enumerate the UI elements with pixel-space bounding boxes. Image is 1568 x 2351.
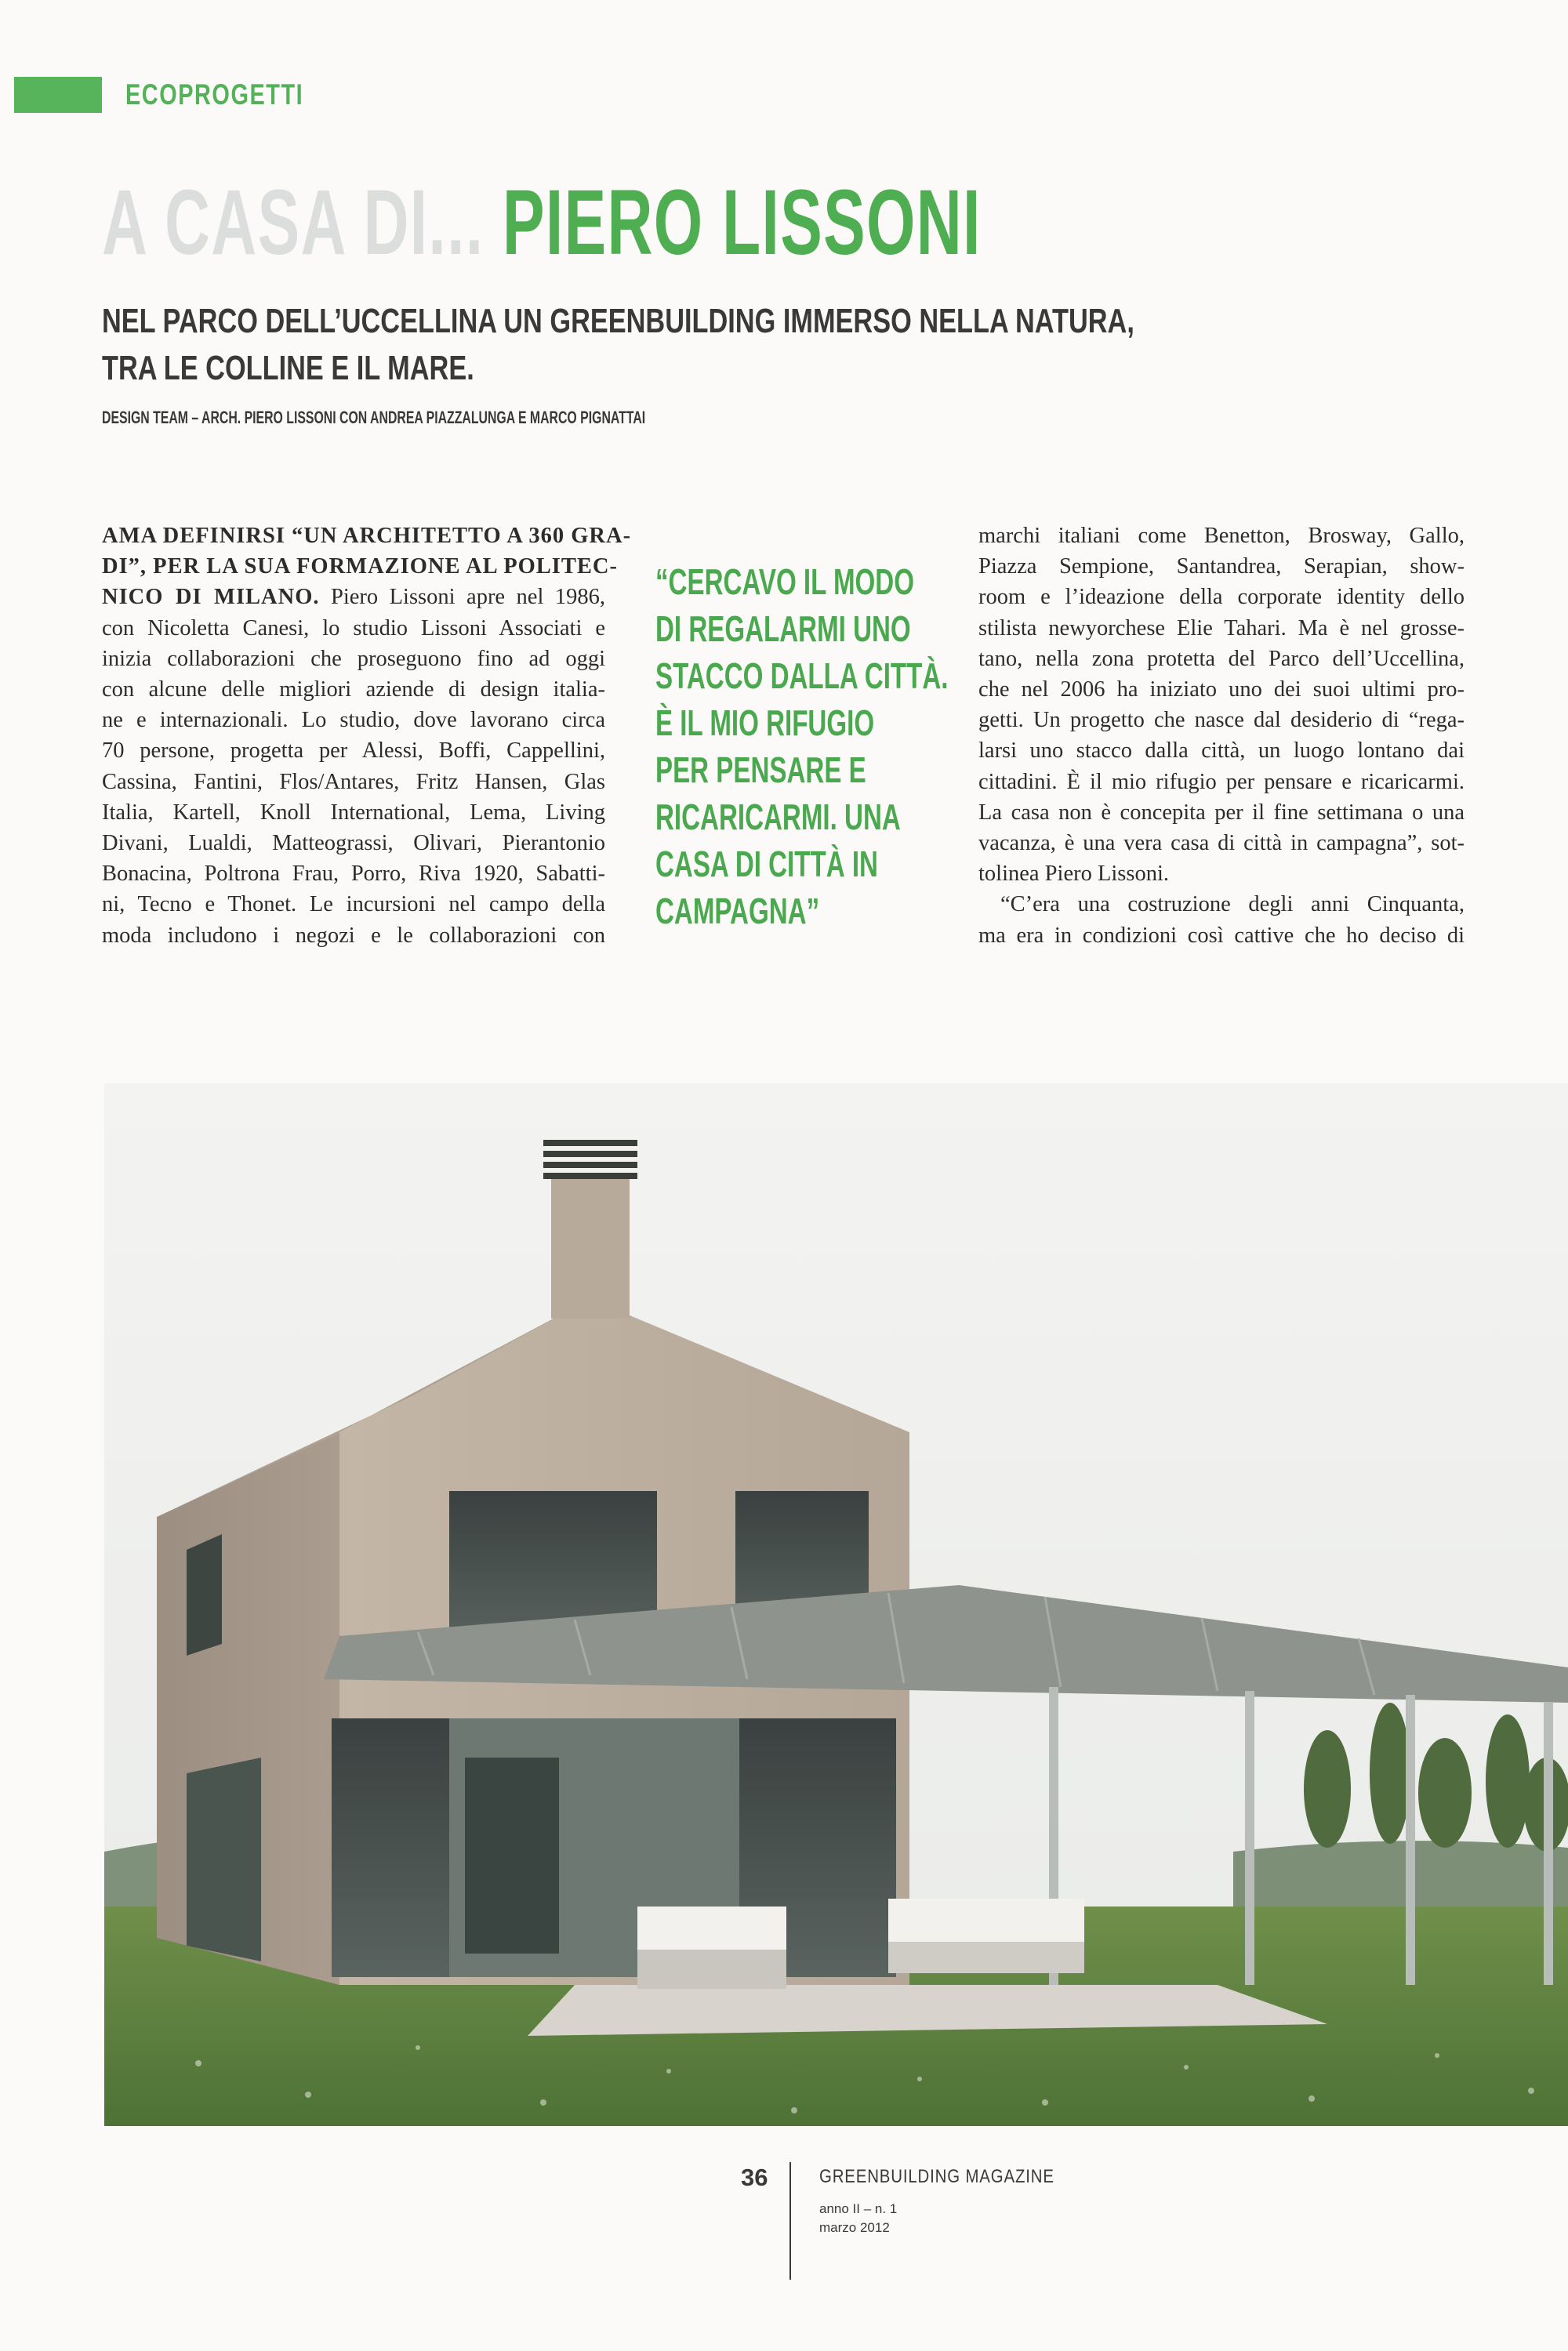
- article-subtitle: [102, 298, 1134, 392]
- footer-divider: [789, 2162, 791, 2280]
- body-line: vacanza, è una vera casa di città in campagna”, sot-: [978, 831, 1465, 856]
- pull-quote-line: PER PENSARE E: [655, 749, 866, 790]
- body-line: tolinea Piero Lissoni.: [978, 862, 1170, 887]
- side-window: [187, 1534, 222, 1656]
- body-line: ma era in condizioni così cattive che ho deciso di: [978, 923, 1465, 948]
- design-credits: DESIGN TEAM – ARCH. PIERO LISSONI CON ANDREA PIAZZALUNGA E MARCO PIGNATTAI: [102, 408, 646, 427]
- body-line: room e l’ideazione della corporate identity dello: [978, 585, 1465, 610]
- title-prefix: A CASA DI...: [102, 171, 485, 274]
- title-name: PIERO LISSONI: [503, 171, 982, 274]
- body-line: marchi italiani come Benetton, Brosway, Gallo,: [978, 524, 1465, 548]
- page-number: 36: [741, 2164, 768, 2191]
- interior-shelves: [465, 1758, 559, 1954]
- body-line: Cassina, Fantini, Flos/Antares, Fritz Hansen, Glas: [102, 769, 605, 794]
- body-line: 70 persone, progetta per Alessi, Boffi, Cappellini,: [102, 738, 605, 764]
- pull-quote-line: CAMPAGNA”: [655, 891, 820, 931]
- body-column-left: [102, 521, 632, 951]
- body-line: Divani, Lualdi, Matteograssi, Olivari, Pierantonio: [102, 831, 605, 856]
- section-label: ECOPROGETTI: [125, 78, 304, 111]
- body-line: stilista newyorchese Elie Tahari. Ma è nel grosse-: [978, 615, 1465, 640]
- body-line: con alcune delle migliori aziende di design italia-: [102, 677, 605, 702]
- issue-info: anno II – n. 1: [819, 2201, 898, 2216]
- subtitle-line: TRA LE COLLINE E IL MARE.: [102, 349, 474, 387]
- chimney: [551, 1177, 630, 1319]
- body-text: Piero Lissoni apre nel 1986,: [319, 585, 605, 610]
- body-line: “C’era una costruzione degli anni Cinquanta,: [1000, 892, 1465, 917]
- body-line: getti. Un progetto che nasce dal desiderio di “rega-: [978, 708, 1465, 733]
- body-line: larsi uno stacco dalla città, un luogo lontano dai: [978, 738, 1465, 764]
- ground-glazing: [332, 1718, 449, 1977]
- magazine-name: GREENBUILDING MAGAZINE: [819, 2166, 1054, 2187]
- pull-quote: [655, 558, 949, 934]
- body-line: AMA DEFINIRSI “UN ARCHITETTO A 360 GRA-: [102, 524, 632, 548]
- section-color-bar: [14, 77, 102, 113]
- body-line: tano, nella zona protetta del Parco dell’Uccellina,: [978, 646, 1465, 671]
- body-line: con Nicoletta Canesi, lo studio Lissoni Associati e: [102, 615, 605, 640]
- body-line: cittadini. È il mio rifugio per pensare e ricaricarmi.: [978, 769, 1465, 794]
- body-line: DI”, PER LA SUA FORMAZIONE AL POLITEC-: [102, 554, 618, 579]
- side-glazing: [187, 1758, 261, 1961]
- pull-quote-line: DI REGALARMI UNO: [655, 608, 911, 649]
- pull-quote-line: “CERCAVO IL MODO: [655, 561, 914, 602]
- body-line: La casa non è concepita per il fine settimana o una: [978, 800, 1465, 825]
- pull-quote-line: RICARICARMI. UNA: [655, 796, 901, 837]
- issue-date: marzo 2012: [819, 2220, 890, 2235]
- subtitle-line: NEL PARCO DELL’UCCELLINA UN GREENBUILDING IMMERSO NELLA NATURA,: [102, 302, 1134, 340]
- body-line: Piazza Sempione, Santandrea, Serapian, show-: [978, 554, 1465, 579]
- body-line: [102, 582, 605, 612]
- article-title: [102, 169, 982, 276]
- body-line: Bonacina, Poltrona Frau, Porro, Riva 1920, Sabatti-: [102, 862, 605, 887]
- pull-quote-line: STACCO DALLA CITTÀ.: [655, 655, 949, 696]
- body-column-right: [978, 521, 1465, 951]
- pull-quote-line: È IL MIO RIFUGIO: [655, 702, 875, 743]
- body-line: inizia collaborazioni che proseguono fino ad oggi: [102, 646, 605, 671]
- body-line: ni, Tecno e Thonet. Le incursioni nel campo della: [102, 892, 605, 917]
- body-line: moda includono i negozi e le collaborazioni con: [102, 923, 605, 948]
- pull-quote-line: CASA DI CITTÀ IN: [655, 844, 878, 884]
- body-line: ne e internazionali. Lo studio, dove lavorano circa: [102, 708, 605, 733]
- hill: [1233, 1841, 1568, 1914]
- body-line: Italia, Kartell, Knoll International, Lema, Living: [102, 800, 605, 825]
- house-photo: [104, 1083, 1568, 2126]
- body-lead-text: NICO DI MILANO.: [102, 585, 320, 610]
- body-line: che nel 2006 ha iniziato uno dei suoi ultimi pro-: [978, 677, 1465, 702]
